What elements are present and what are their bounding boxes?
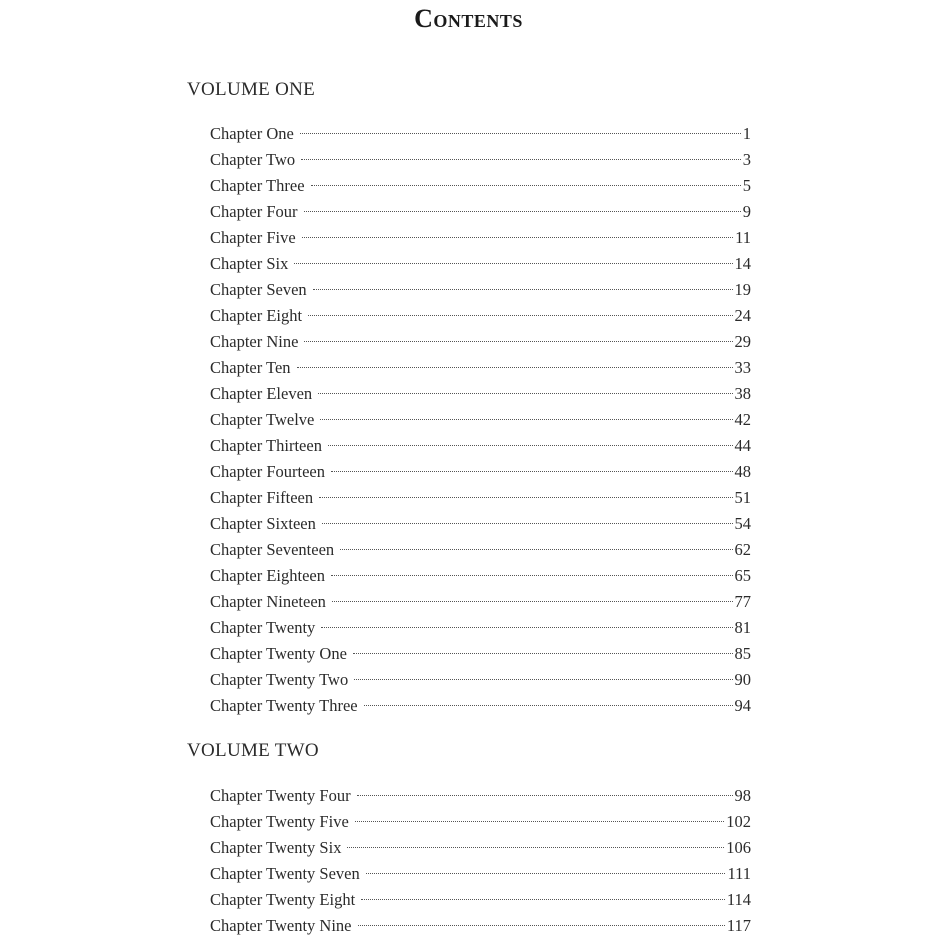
- toc-entry[interactable]: [210, 355, 751, 381]
- toc-entry[interactable]: [210, 835, 751, 861]
- page-number: 3: [742, 150, 751, 169]
- page-number: 29: [734, 332, 751, 351]
- chapter-title: Chapter Fourteen: [210, 462, 326, 481]
- toc-entry[interactable]: [210, 887, 751, 913]
- page-number: 38: [734, 384, 751, 403]
- volume-one-heading: VOLUME ONE: [187, 79, 316, 100]
- dot-leader: [331, 575, 732, 576]
- dot-leader: [320, 419, 732, 420]
- chapter-title: Chapter Nineteen: [210, 592, 326, 611]
- toc-entry[interactable]: [210, 433, 751, 459]
- chapter-title: Chapter Twelve: [210, 410, 315, 429]
- page-number: 5: [742, 176, 751, 195]
- chapter-title: Chapter Eleven: [210, 384, 313, 403]
- dot-leader: [294, 263, 732, 264]
- toc-entry[interactable]: [210, 861, 751, 887]
- chapter-title: Chapter Eight: [210, 306, 303, 325]
- page-number: 14: [734, 254, 751, 273]
- toc-entry[interactable]: [210, 199, 751, 225]
- page-number: 48: [734, 462, 751, 481]
- toc-entry[interactable]: [210, 511, 751, 537]
- toc-entry[interactable]: [210, 693, 751, 719]
- dot-leader: [301, 159, 741, 160]
- chapter-title: Chapter Eighteen: [210, 566, 326, 585]
- chapter-title: Chapter Seventeen: [210, 540, 335, 559]
- toc-entry[interactable]: [210, 913, 751, 939]
- chapter-title: Chapter Seven: [210, 280, 307, 299]
- page-number: 1: [742, 124, 751, 143]
- page-number: 111: [727, 864, 751, 883]
- chapter-title: Chapter Twenty Seven: [210, 864, 360, 883]
- chapter-title: Chapter Four: [210, 202, 298, 221]
- dot-leader: [304, 341, 732, 342]
- chapter-title: Chapter Twenty Nine: [210, 916, 352, 935]
- dot-leader: [321, 627, 732, 628]
- page-number: 98: [734, 786, 751, 805]
- volume-two-chapter-list: [210, 783, 751, 939]
- dot-leader: [364, 705, 733, 706]
- dot-leader: [332, 601, 733, 602]
- dot-leader: [300, 133, 741, 134]
- toc-entry[interactable]: [210, 485, 751, 511]
- dot-leader: [322, 523, 733, 524]
- chapter-title: Chapter Ten: [210, 358, 291, 377]
- toc-entry[interactable]: [210, 459, 751, 485]
- chapter-title: Chapter Five: [210, 228, 296, 247]
- chapter-title: Chapter Fifteen: [210, 488, 314, 507]
- toc-entry[interactable]: [210, 147, 751, 173]
- page-number: 42: [734, 410, 751, 429]
- dot-leader: [328, 445, 733, 446]
- toc-entry[interactable]: [210, 277, 751, 303]
- toc-entry[interactable]: [210, 329, 751, 355]
- dot-leader: [347, 847, 724, 848]
- toc-entry[interactable]: [210, 251, 751, 277]
- page-number: 106: [726, 838, 751, 857]
- page-number: 117: [726, 916, 751, 935]
- dot-leader: [304, 211, 741, 212]
- chapter-title: Chapter One: [210, 124, 294, 143]
- toc-entry[interactable]: [210, 783, 751, 809]
- page-number: 85: [734, 644, 751, 663]
- toc-entry[interactable]: [210, 381, 751, 407]
- chapter-title: Chapter Six: [210, 254, 289, 273]
- dot-leader: [318, 393, 732, 394]
- page-number: 11: [735, 228, 751, 247]
- dot-leader: [357, 795, 733, 796]
- toc-entry[interactable]: [210, 407, 751, 433]
- toc-entry[interactable]: [210, 121, 751, 147]
- chapter-title: Chapter Twenty: [210, 618, 316, 637]
- dot-leader: [297, 367, 733, 368]
- dot-leader: [355, 821, 724, 822]
- chapter-title: Chapter Twenty One: [210, 644, 347, 663]
- chapter-title: Chapter Three: [210, 176, 305, 195]
- chapter-title: Chapter Two: [210, 150, 296, 169]
- toc-entry[interactable]: [210, 173, 751, 199]
- page-number: 94: [734, 696, 751, 715]
- toc-entry[interactable]: [210, 303, 751, 329]
- dot-leader: [361, 899, 725, 900]
- toc-entry[interactable]: [210, 667, 751, 693]
- toc-entry[interactable]: [210, 225, 751, 251]
- page-number: 24: [734, 306, 751, 325]
- dot-leader: [353, 653, 733, 654]
- page-number: 102: [726, 812, 751, 831]
- chapter-title: Chapter Twenty Three: [210, 696, 358, 715]
- chapter-title: Chapter Nine: [210, 332, 299, 351]
- chapter-title: Chapter Twenty Six: [210, 838, 342, 857]
- volume-one-chapter-list: [210, 121, 751, 719]
- page-number: 81: [734, 618, 751, 637]
- page-number: 9: [742, 202, 751, 221]
- page-number: 54: [734, 514, 751, 533]
- dot-leader: [311, 185, 741, 186]
- dot-leader: [302, 237, 733, 238]
- page-number: 44: [734, 436, 751, 455]
- page-number: 65: [734, 566, 751, 585]
- chapter-title: Chapter Sixteen: [210, 514, 316, 533]
- dot-leader: [340, 549, 732, 550]
- toc-entry[interactable]: [210, 563, 751, 589]
- volume-two-heading: VOLUME TWO: [187, 740, 319, 761]
- dot-leader: [358, 925, 725, 926]
- toc-entry[interactable]: [210, 809, 751, 835]
- page-number: 33: [734, 358, 751, 377]
- dot-leader: [331, 471, 732, 472]
- dot-leader: [366, 873, 726, 874]
- page-number: 114: [726, 890, 751, 909]
- chapter-title: Chapter Twenty Four: [210, 786, 351, 805]
- chapter-title: Chapter Twenty Five: [210, 812, 349, 831]
- page-number: 19: [734, 280, 751, 299]
- dot-leader: [354, 679, 732, 680]
- page-number: 90: [734, 670, 751, 689]
- toc-entry[interactable]: [210, 537, 751, 563]
- toc-entry[interactable]: [210, 641, 751, 667]
- chapter-title: Chapter Twenty Eight: [210, 890, 356, 909]
- page-number: 77: [734, 592, 751, 611]
- dot-leader: [319, 497, 732, 498]
- page-number: 62: [734, 540, 751, 559]
- page-number: 51: [734, 488, 751, 507]
- dot-leader: [313, 289, 733, 290]
- chapter-title: Chapter Twenty Two: [210, 670, 349, 689]
- toc-entry[interactable]: [210, 615, 751, 641]
- dot-leader: [308, 315, 732, 316]
- chapter-title: Chapter Thirteen: [210, 436, 322, 455]
- toc-entry[interactable]: [210, 589, 751, 615]
- contents-title: Contents: [414, 4, 523, 33]
